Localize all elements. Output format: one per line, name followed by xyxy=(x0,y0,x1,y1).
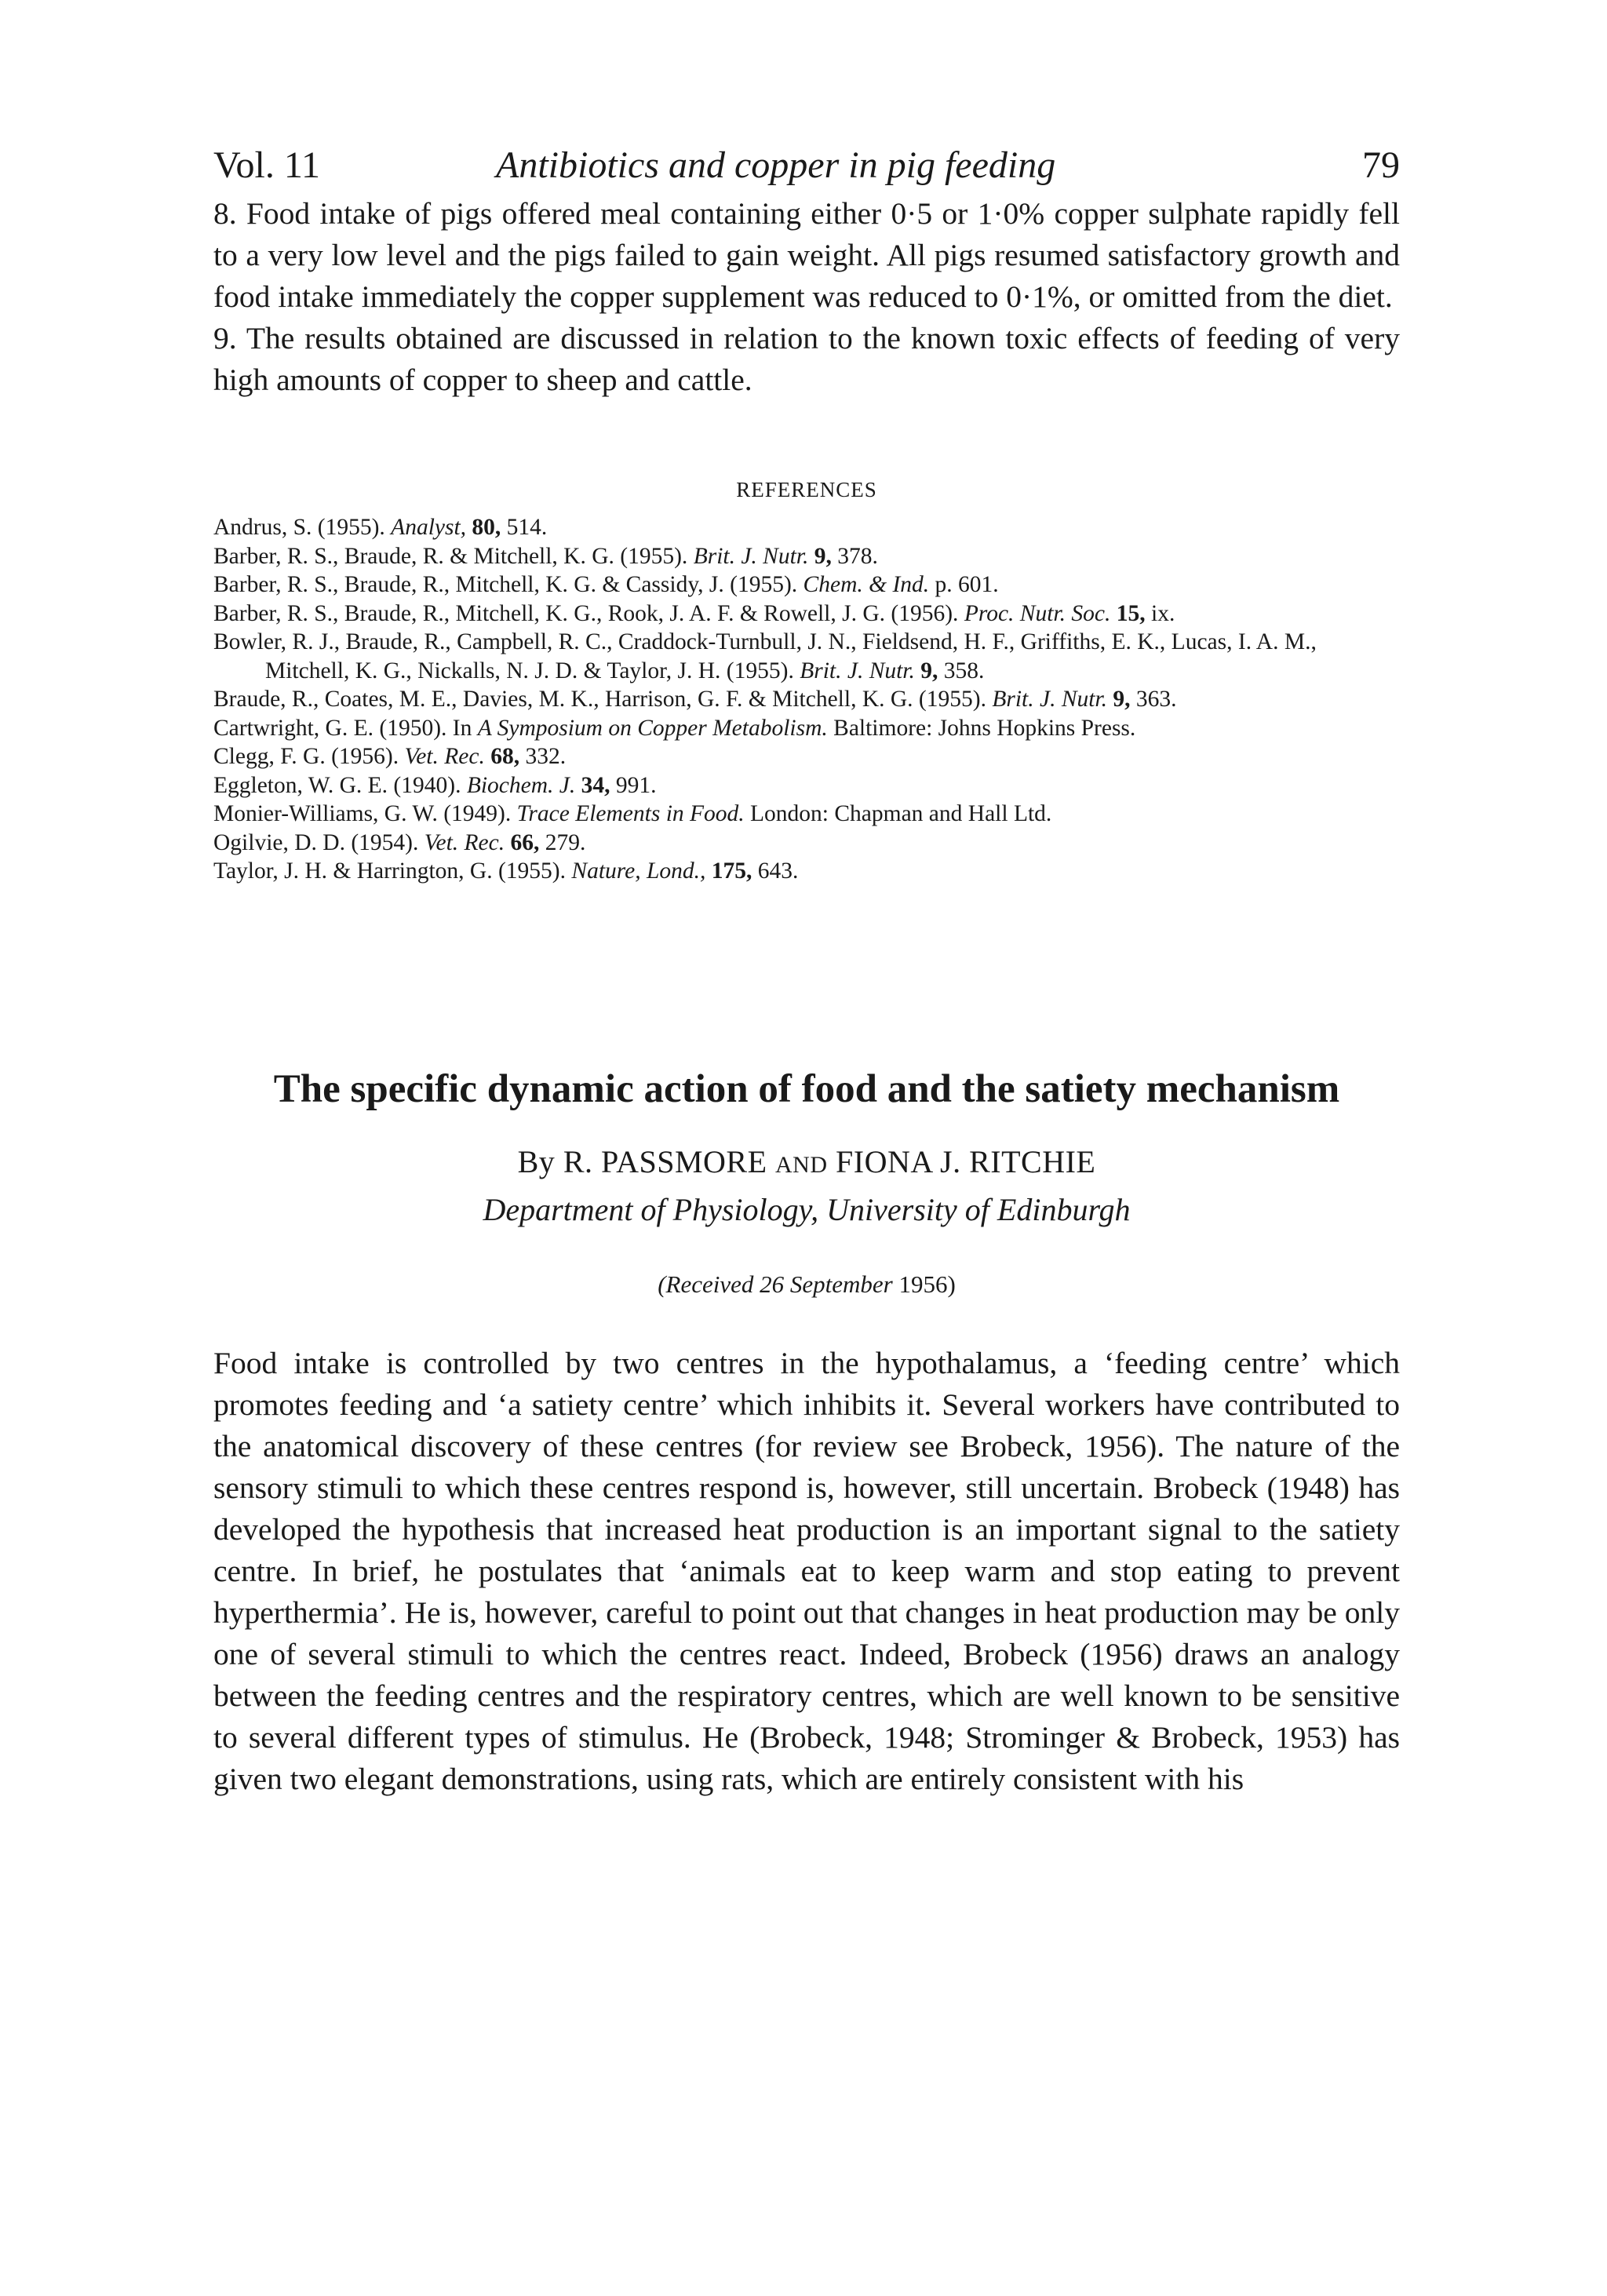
reference-item: Barber, R. S., Braude, R., Mitchell, K. G. & Cassidy, J. (1955). Chem. & Ind. p. 601. xyxy=(213,572,999,597)
volume-label: Vol. 11 xyxy=(213,144,321,186)
reference-item: Ogilvie, D. D. (1954). Vet. Rec. 66, 279. xyxy=(213,829,586,855)
reference-item: Braude, R., Coates, M. E., Davies, M. K., Harrison, G. F. & Mitchell, K. G. (1955). Brit. J. Nutr. 9, 363. xyxy=(213,687,1177,712)
journal-page xyxy=(213,138,1400,1800)
by-label: By xyxy=(517,1143,556,1179)
reference-item: Clegg, F. G. (1956). Vet. Rec. 68, 332. xyxy=(213,744,567,769)
summary-point: 8. Food intake of pigs offered meal containing either 0·5 or 1·0% copper sulphate rapidly fell to a very low level and the pigs failed to gain weight. All pigs resumed satisfactory growth and food intake immediately the copper supplement was reduced to 0·1%, or omitted from the diet. xyxy=(213,196,1400,314)
running-title: Antibiotics and copper in pig feeding xyxy=(496,144,1056,186)
introduction-paragraph: Food intake is controlled by two centres in the hypothalamus, a ‘feeding centre’ which promotes feeding and ‘a satiety centre’ which inhibits it. Several workers have contributed to the anatomical discovery of these centres (for review see Brobeck, 1956). The nature of the sensory stimuli to which these centres respond is, however, still uncertain. Brobeck (1948) has developed the hypothesis that increased heat production is an important signal to the satiety centre. In brief, he postulates that ‘animals eat to keep warm and stop eating to prevent hyperthermia’. He is, however, careful to point out that changes in heat production may be only one of several stimuli to which the centres react. Indeed, Brobeck (1956) draws an analogy between the feeding centres and the respiratory centres, which are well known to be sensitive to several different types of stimulus. He (Brobeck, 1948; Strominger & Brobeck, 1953) has given two elegant demonstrations, using rats, which are entirely consistent with his xyxy=(213,1345,1400,1796)
reference-item: Taylor, J. H. & Harrington, G. (1955). Nature, Lond., 175, 643. xyxy=(213,858,799,884)
summary-point: 9. The results obtained are discussed in relation to the known toxic effects of feeding of very high amounts of copper to sheep and cattle. xyxy=(213,321,1400,397)
and-label: AND xyxy=(775,1151,828,1178)
references-list xyxy=(213,513,1400,886)
received-date: (Received 26 September 1956) xyxy=(658,1270,956,1298)
reference-item: Monier-Williams, G. W. (1949). Trace Elements in Food. London: Chapman and Hall Ltd. xyxy=(213,801,1052,826)
author-name: FIONA J. RITCHIE xyxy=(836,1143,1096,1179)
reference-item: Barber, R. S., Braude, R. & Mitchell, K. G. (1955). Brit. J. Nutr. 9, 378. xyxy=(213,543,878,569)
author-line xyxy=(213,1143,1400,1180)
reference-item: Cartwright, G. E. (1950). In A Symposium on Copper Metabolism. Baltimore: Johns Hopkins Press. xyxy=(213,715,1136,741)
author-name: R. PASSMORE xyxy=(563,1143,767,1179)
affiliation: Department of Physiology, University of Edinburgh xyxy=(483,1191,1131,1227)
page-number: 79 xyxy=(1362,144,1400,186)
reference-item: Barber, R. S., Braude, R., Mitchell, K. G., Rook, J. A. F. & Rowell, J. G. (1956). Proc. Nutr. Soc. 15, ix. xyxy=(213,600,1175,626)
reference-item: Eggleton, W. G. E. (1940). Biochem. J. 34, 991. xyxy=(213,772,657,798)
reference-item: Bowler, R. J., Braude, R., Campbell, R. C., Craddock-Turnbull, J. N., Fieldsend, H. F., Griffiths, E. K., Lucas, I. A. M., Mitchell, K. G., Nickalls, N. J. D. & Taylor, J. H. (1955). Brit. J. Nutr. 9, 358. xyxy=(213,629,1317,683)
summary-points xyxy=(213,193,1400,401)
running-head xyxy=(213,138,1400,193)
references-heading: REFERENCES xyxy=(736,478,877,501)
article-title: The specific dynamic action of food and the satiety mechanism xyxy=(273,1066,1340,1111)
reference-item: Andrus, S. (1955). Analyst, 80, 514. xyxy=(213,515,548,540)
